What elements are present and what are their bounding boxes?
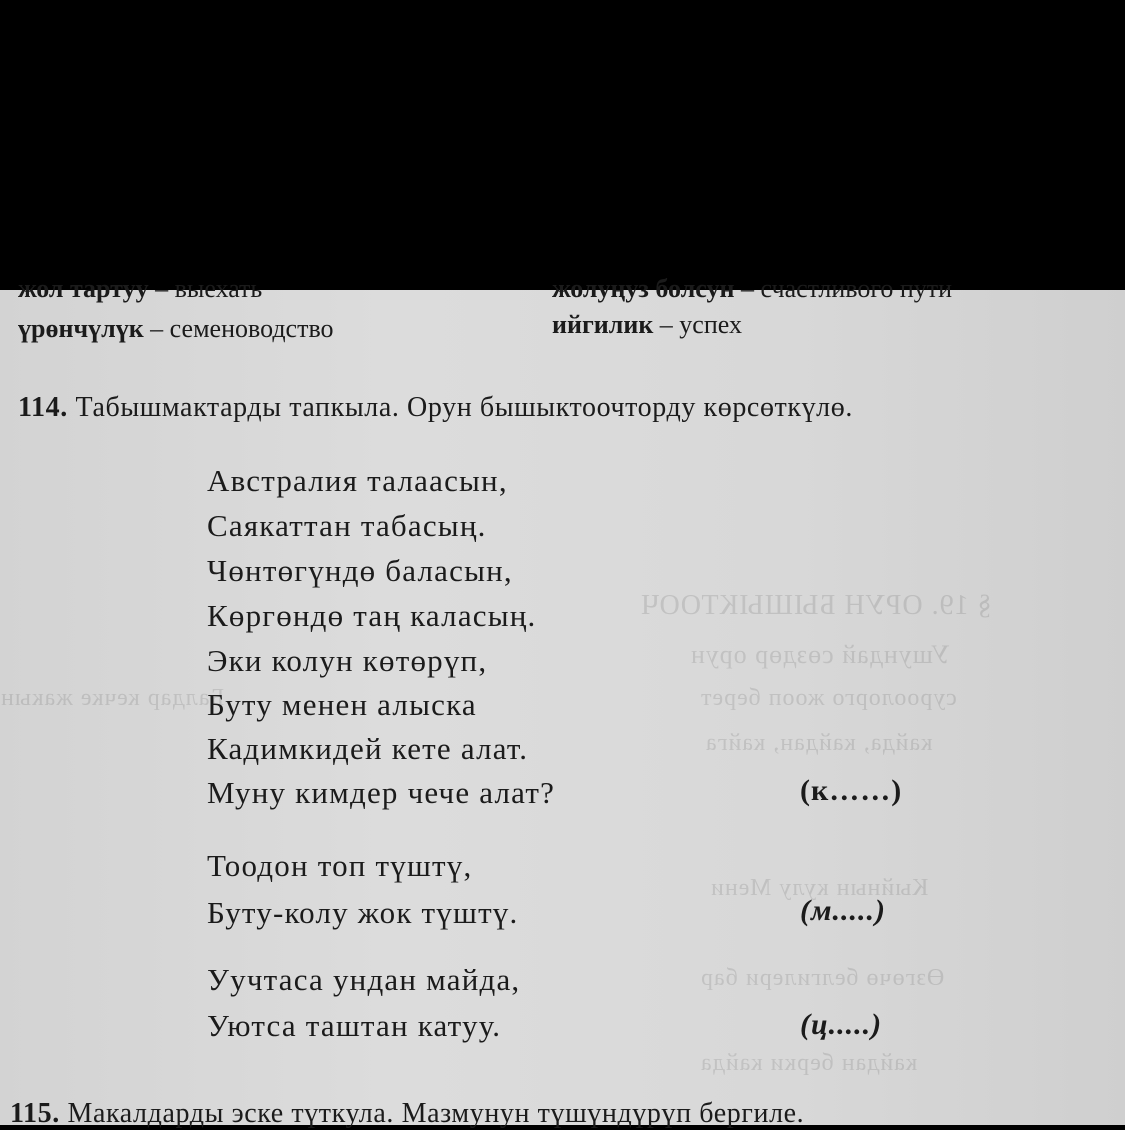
- bleed-through-text: § 19. ОРУН БЫШЫКТООЧ: [640, 590, 992, 621]
- vocab-term: жолуңуз болсун: [552, 274, 735, 303]
- vocab-translation: счастливого пути: [760, 274, 953, 303]
- vocab-dash: –: [150, 314, 164, 343]
- riddle-line: Көргөндө таң каласың.: [207, 598, 537, 633]
- riddle-line: Тоодон топ түштү,: [207, 848, 473, 883]
- riddle-line: Чөнтөгүндө баласын,: [207, 553, 513, 588]
- vocab-term: ийгилик: [552, 310, 654, 339]
- riddle-line: Уучтаса ундан майда,: [207, 962, 521, 997]
- riddle-line: Муну кимдер чече алат?: [207, 775, 556, 810]
- vocab-translation: выехать: [174, 274, 263, 303]
- riddle-line: Австралия талаасын,: [207, 463, 508, 498]
- vocab-row: [552, 274, 952, 304]
- bleed-through-text: кайдан берки кайда: [700, 1050, 918, 1076]
- riddle-answer-hint: (к……): [800, 774, 903, 807]
- vocab-translation: семеноводство: [169, 314, 334, 343]
- vocab-term: жол тартуу: [18, 274, 149, 303]
- exercise-number: 115.: [10, 1098, 60, 1129]
- exercise-instruction: Табышмактарды тапкыла. Орун бышыктоочторду көрсөткүлө.: [75, 392, 853, 423]
- riddle-line: Саякаттан табасың.: [207, 508, 487, 543]
- riddle-line: Уютса таштан катуу.: [207, 1008, 502, 1043]
- black-censor-band: [0, 0, 1125, 290]
- riddle-line: Кадимкидей кете алат.: [207, 731, 529, 766]
- bleed-through-text: суроолорго жооп берет: [700, 685, 957, 711]
- riddle-answer-hint: (ц.....): [800, 1008, 883, 1041]
- vocab-row: [18, 314, 334, 344]
- exercise-115-heading: [10, 1098, 804, 1130]
- vocab-dash: –: [659, 310, 673, 339]
- textbook-page: [0, 274, 1125, 1129]
- bleed-through-text: Өзгөчө белгилери бар: [700, 965, 945, 991]
- riddle-line: Эки колун көтөрүп,: [207, 643, 488, 678]
- bleed-through-text: кайда, кайдан, кайга: [705, 730, 933, 756]
- vocab-row: [552, 310, 742, 340]
- vocab-translation: успех: [679, 310, 742, 339]
- exercise-instruction: Макалдарды эске түткула. Мазмунун түшүндүрүп бергиле.: [67, 1098, 805, 1129]
- bleed-through-text: Кыйнын кулу Мени: [710, 875, 929, 901]
- vocab-term: үрөнчүлүк: [18, 314, 144, 343]
- vocab-dash: –: [740, 274, 754, 303]
- bleed-through-text: Балдар кечке жакын: [0, 685, 225, 711]
- vocab-dash: –: [155, 274, 169, 303]
- riddle-answer-hint: (м.....): [800, 894, 887, 927]
- vocab-row: [18, 274, 262, 304]
- bleed-through-text: Ушундай сөздөр орун: [690, 640, 950, 669]
- riddle-line: Буту-колу жок түштү.: [207, 895, 519, 930]
- exercise-number: 114.: [18, 392, 68, 423]
- riddle-line: Буту менен алыска: [207, 687, 477, 722]
- exercise-114-heading: [18, 392, 853, 424]
